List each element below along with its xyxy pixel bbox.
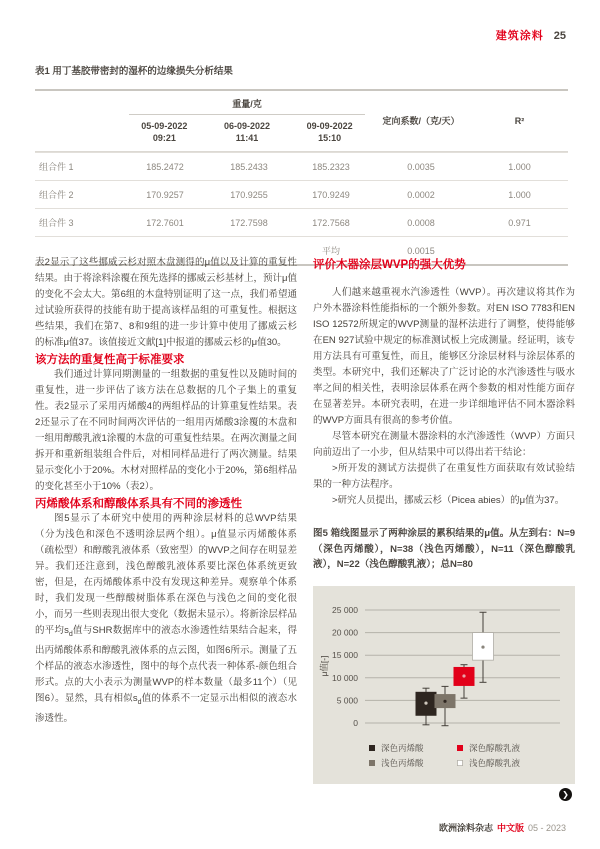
subscript: d (68, 630, 73, 638)
table-header (35, 91, 568, 152)
data-table (35, 89, 568, 266)
date-header: 05-09-2022 09:21 (141, 121, 188, 143)
legend-label: 浅色醇酸乳液 (469, 757, 521, 768)
table-row: 组合件 3 172.7601 172.7598 172.7568 0.0008 0.971 (35, 208, 568, 236)
legend-item (369, 743, 457, 754)
section-heading: 评价木器涂层WVP的强大优势 (313, 259, 466, 271)
legend-label: 深色醇酸乳液 (469, 742, 521, 753)
date-header: 09-09-2022 15:10 (306, 121, 353, 143)
issue-number: 05 - 2023 (527, 823, 566, 833)
weight-group-rule (129, 114, 365, 115)
mean-marker (424, 701, 427, 704)
legend-item (369, 758, 457, 769)
paragraph: 表2显示了这些挪威云杉对照木盘测得的μ值以及计算的重复性结果。由于将涂料涂覆在预先选择的挪威云杉基材上，预计μ值的变化不会太大。第6组的木盘特别证明了这一点，我们希望通过试验所获得的技能有助于提高该样品组的可重复性。根据这些结果，我们在第7、8和9组的进一步计算中使用了挪威云杉的标准μ值37。该值接近文献[1]中报道的挪威云杉的μ值30。 (35, 257, 297, 348)
page-number: 25 (553, 30, 566, 42)
legend-swatch-icon (369, 745, 375, 751)
mean-marker (462, 674, 465, 677)
y-tick-label: 20 000 (332, 627, 358, 638)
y-tick-label: 10 000 (332, 672, 358, 683)
legend-swatch-icon (457, 760, 463, 766)
paragraph: 人们越来越重视水汽渗透性（WVP）。再次建议将其作为户外木器涂料性能指标的一个额外参数。对EN ISO 7783和EN ISO 12572所规定的WVP测量的湿杯法进行了调整，使得能够在EN 927试验中规定的标准测试板上完成测量。经证明，该专用方法具有可重复性，而且，能够区分涂层材料与涂层体系的类型。本研究中，我们还解决了广泛讨论的水汽渗透性与吸水率之间的相关性，表明涂层体系在两个参数的相对性能方面存在显著差异。本研究表明，在进一步详细地评估不同木器涂料的WVP方面具有很高的参考价值。 (313, 287, 575, 426)
left-column (35, 248, 297, 727)
y-tick-label: 25 000 (332, 604, 358, 615)
magazine-name: 欧洲涂料杂志 (438, 823, 493, 833)
boxplot-figure (313, 586, 575, 784)
weight-group-title: 重量/克 (232, 99, 262, 109)
y-tick-label: 15 000 (332, 649, 358, 660)
date-headers (123, 120, 371, 144)
table-row: 组合件 2 170.9257 170.9255 170.9249 0.0002 1.000 (35, 180, 568, 208)
figure-caption: 图5 箱线图显示了两种涂层的累积结果的μ值。从左到右：N=9（深色丙烯酸），N=38（浅色丙烯酸），N=11（深色醇酸乳液），N=22（浅色醇酸乳液）；总N=80 (313, 528, 575, 570)
mean-marker (481, 645, 484, 648)
y-tick-label: 5 000 (336, 694, 358, 705)
section-title: 建筑涂料 (495, 30, 544, 42)
next-arrow-icon[interactable]: ❯ (559, 788, 572, 801)
edition-label: 中文版 (496, 823, 524, 833)
section-heading: 丙烯酸体系和醇酸体系具有不同的渗透性 (35, 498, 242, 510)
table-1 (35, 63, 568, 266)
legend-swatch-icon (369, 760, 375, 766)
table-title: 表1 用丁基胶带密封的湿杯的边缘损失分析结果 (35, 66, 233, 77)
weight-group-header (123, 97, 371, 144)
bullet-item: >研究人员提出，挪威云杉（Picea abies）的μ值为37。 (332, 495, 565, 506)
legend-label: 深色丙烯酸 (381, 742, 424, 753)
date-header: 06-09-2022 11:41 (223, 121, 271, 143)
y-axis-label: μ值[-] (319, 655, 329, 676)
average-label: 平均 (321, 246, 340, 256)
y-tick-label: 0 (353, 717, 358, 728)
table-row: 组合件 1 185.2472 185.2433 185.2323 0.0035 1.000 (35, 152, 568, 180)
chart-legend (369, 743, 520, 769)
legend-item (457, 743, 520, 754)
mean-marker (443, 699, 446, 702)
average-value: 0.0015 (407, 245, 435, 256)
section-heading: 该方法的重复性高于标准要求 (35, 354, 185, 366)
paragraph: 我们通过计算同期测量的一组数据的重复性以及随时间的重复性，进一步评估了该方法在总数据的几个子集上的重复性。表2显示了采用丙烯酸4的两组样品的计算重复性结果。表2还显示了在不同时间两次评估的一组用丙烯酸3涂覆的木盘和一组用醇酸乳液1涂覆的木盘的可重复性结果。在两次测量之间拆开和重新组装组合件后，对相同样品进行了两次测量。结果显示变化小于20%。木材对照样品的变化小于20%，第6组样品的变化甚至小于10%（表2）。 (35, 369, 297, 492)
coef-column-header: 定向系数/（克/天） (382, 116, 460, 126)
right-column (313, 245, 575, 784)
paragraph: 尽管本研究在测量木器涂料的水汽渗透性（WVP）方面只向前迈出了一小步，但从结果中可以得出若干结论： (313, 431, 575, 458)
bullet-item: >所开发的测试方法提供了在重复性方面获取有效试验结果的一种方法程序。 (313, 463, 575, 490)
subscript: d (137, 698, 142, 706)
legend-swatch-icon (457, 745, 463, 751)
r2-column-header: R² (514, 115, 525, 126)
paragraph: 图5显示了本研究中使用的两种涂层材料的总WVP结果（分为浅色和深色不透明涂层两个组）。μ值显示丙烯酸体系（疏松型）和醇酸乳液体系（致密型）的WVP之间存在明显差异。我们还注意到，浅色醇酸乳液体系要比深色体系统更致密，但是，在丙烯酸体系中没有发现这种差异。观察单个体系时，我们发现一些醇酸树脂体系在深色与浅色之间的变化很小，而另一些则表现出很大变化（数据未显示）。将新涂层样品的平均$s_d$值与SHR数据库中的液态水渗透性结果结合起来，得出丙烯酸体系和醇酸乳液体系的点云图，如图6所示。测量了五个样品的液态水渗透性，图中的每个点代表一种体系-颜色组合形式。点的大小表示为测量WVP的样本数量（最多11个）（见图6）。显然，具有相似$s_d$值的体系不一定显示出相似的液态水渗透性。 (35, 513, 297, 724)
page-footer (439, 821, 566, 834)
legend-label: 浅色丙烯酸 (381, 757, 424, 768)
page-header (496, 27, 566, 43)
legend-item (457, 758, 520, 769)
